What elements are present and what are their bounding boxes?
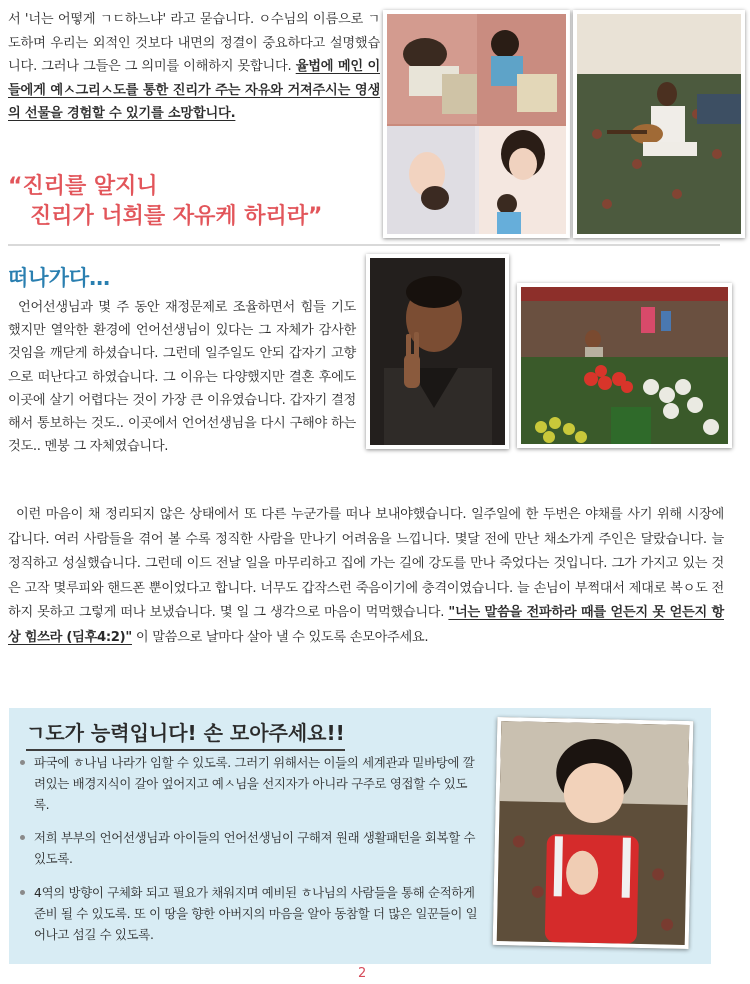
- market-paragraph: [8, 503, 724, 651]
- guitar-man-photo: [573, 10, 745, 238]
- market-text-end: 이 말씀으로 날마다 살아 낼 수 있도록 손모아주세요.: [131, 629, 429, 645]
- prayer-item-text: 저희 부부의 언어선생님과 아이들의 언어선생님이 구해져 원래 생활패턴을 회복할 수 있도록.: [34, 830, 476, 866]
- intro-bold-text: 율법에 메인 이들에게 예ㅅ그리ㅅ도를 통한 진리가 주는 자유와 거져주시는 영생의 선물을 경험할 수 있기를 소망합니다.: [8, 59, 380, 121]
- intro-paragraph: [8, 8, 380, 126]
- praying-boy-photo: [493, 717, 694, 949]
- prayer-list: [18, 752, 482, 958]
- section-heading: 떠나가다…: [8, 266, 111, 290]
- language-teacher-photo: [366, 254, 509, 449]
- pull-quote: [8, 172, 380, 232]
- departure-paragraph: 언어선생님과 몇 주 동안 재정문제로 조율하면서 힘들 기도했지만 열악한 환경에 언어선생님이 있다는 그 자체가 감사한 것임을 깨닫게 하셨습니다. 그런데 일주일도 안되 갑자기 고향으로 떠난다고 하였습니다. 그 이유는 다양했지만 결혼 후에도 이곳에 살기 어렵다는 것이 가장 큰 이유였습니다. 갑자기 결정해서 통보하는 것도.. 이곳에서 언어선생님을 다시 구해야 하는 것도.. 멘붕 그 자체였습니다.: [8, 300, 356, 455]
- market-text: 이런 마음이 채 정리되지 않은 상태에서 또 다른 누군가를 떠나 보내야했습니다. 일주일에 한 두번은 야채를 사기 위해 시장에 갑니다. 여러 사람들을 겪어 볼 수록 정직한 사람을 만나기 어려움을 느낍니다. 몇달 전에 만난 채소가게 주인은 달랐습니다. 늘 정직하고 성실했습니다. 그런데 이드 전날 일을 마무리하고 집에 가는 길에 강도를 만나 죽었다는 것입니다. 그가 가지고 있는 것은 고작 몇루피와 핸드폰 뿐이었다고 합니다. 너무도 갑작스런 죽음이기에 충격이였습니다. 늘 손님이 부쩍대서 제대로 복ㅇ도 전하지 못하고 그렇게 떠나 보냈습니다. 몇 일 그 생각으로 마음이 먹먹했습니다.: [8, 507, 724, 621]
- prayer-item: [18, 827, 482, 869]
- vegetable-market-photo: [517, 283, 732, 448]
- bullet-icon: [20, 890, 25, 895]
- pull-quote-line2: 진리가 너희를 자유케 하리라”: [30, 204, 323, 229]
- pull-quote-line1: “진리를 알지니: [8, 174, 158, 199]
- prayer-item: [18, 752, 482, 815]
- intro-text: 서 '너는 어떻게 ㄱㄷ하느냐' 라고 묻습니다. ㅇ수님의 이름으로 ㄱ도하며 우리는 외적인 것보다 내면의 정결이 중요하다고 설명했습니다. 그러나 그들은 그 의미를 이해하지 못합니다.: [8, 12, 380, 74]
- page-number: 2: [358, 966, 367, 981]
- prayer-item-text: 4역의 방향이 구체화 되고 필요가 채워지며 예비된 ㅎ나님의 사람들을 통해 순적하게 준비 될 수 있도록. 또 이 땅을 향한 아버지의 마음을 알아 동참할 더 많은 일꾼들이 일어나고 섬길 수 있도록.: [34, 885, 478, 942]
- bullet-icon: [20, 760, 25, 765]
- section-divider: [8, 244, 720, 246]
- bible-verse: "너는 말씀을 전파하라 때를 얻든지 못 얻든지 항상 힘쓰라 (딤후4:2)": [8, 605, 724, 645]
- bullet-icon: [20, 835, 25, 840]
- prayer-item-text: 파국에 ㅎ나님 나라가 임할 수 있도록. 그러기 위해서는 이들의 세계관과 밑바탕에 깔려있는 배경지식이 갈아 엎어지고 예ㅅ님을 선지자가 아니라 구주로 영접할 수 있도록.: [34, 755, 475, 812]
- prayer-title: ㄱ도가 능력입니다! 손 모아주세요!!: [26, 717, 345, 751]
- prayer-item: [18, 882, 482, 945]
- children-collage-photo: [383, 10, 570, 238]
